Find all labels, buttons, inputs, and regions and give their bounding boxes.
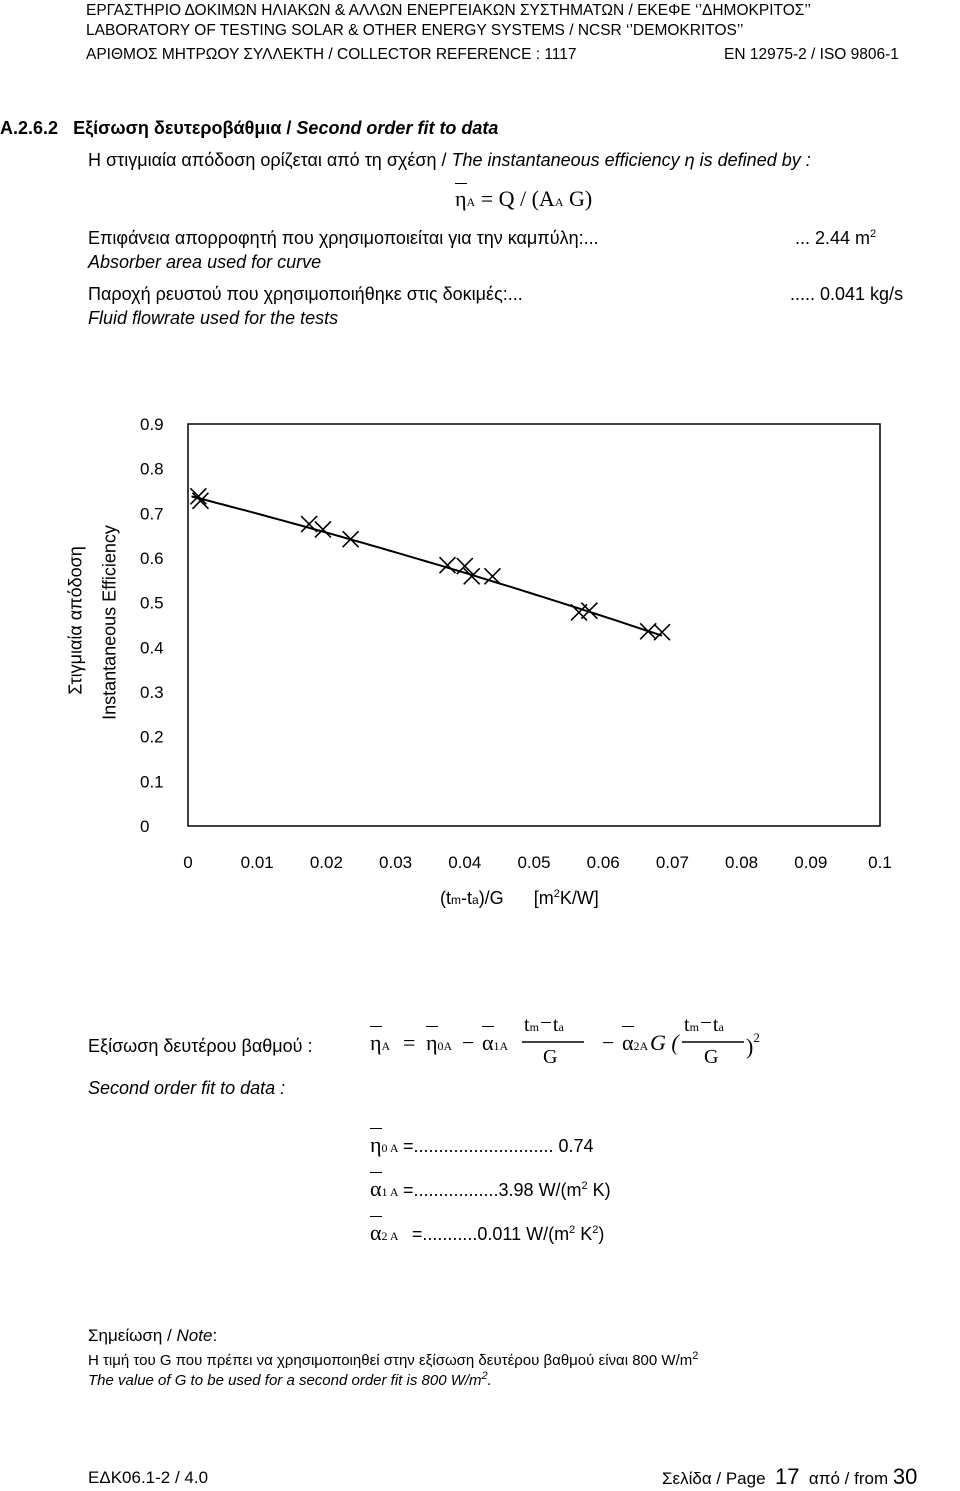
second-order-label-en: Second order fit to data : xyxy=(88,1078,286,1098)
fraction-bars xyxy=(520,1040,760,1046)
section-number: A.2.6.2 xyxy=(0,118,59,138)
coef-a1-value: =.................3.98 $W/(m^2$ K) xyxy=(403,1180,611,1200)
y-tick-label: 0.3 xyxy=(140,683,164,702)
y-tick-label: 0.1 xyxy=(140,772,164,792)
eq-frac1-den: G xyxy=(543,1046,558,1068)
second-order-equation: ηA xyxy=(370,1030,390,1056)
collector-reference: ΑΡΙΘΜΟΣ ΜΗΤΡΩΟΥ ΣΥΛΛΕΚΤΗ / COLLECTOR REFERENCE : 1117 xyxy=(86,46,577,63)
flowrate-value: ..... 0.041 kg/s xyxy=(790,284,904,304)
note-label: Σημείωση / Note: xyxy=(88,1326,218,1345)
note-en: The value of G to be used for a second order fit is 800 $W/m^2$. xyxy=(88,1370,492,1389)
flowrate-en: Fluid flowrate used for the tests xyxy=(88,308,339,328)
document-code: ΕΔΚ06.1-2 / 4.0 xyxy=(88,1468,209,1487)
standard-reference: EN 12975-2 / ISO 9806-1 xyxy=(724,46,899,63)
x-tick-label: 0.01 xyxy=(240,853,274,872)
y-tick-label: 0.2 xyxy=(140,727,164,747)
y-axis-label-gr: Στιγμιαία απόδοση xyxy=(65,546,86,695)
coef-a2: α2 A =...........0.011 $W/(m^2$ $K^2$) xyxy=(370,1220,604,1246)
eq-minus-2: − xyxy=(602,1030,615,1055)
data-point-marker xyxy=(301,516,317,532)
y-tick-label: 0 xyxy=(140,817,150,836)
eq-minus-1: − xyxy=(462,1030,475,1055)
coef-a1: α1 A =.................3.98 $W/(m^2$ K) xyxy=(370,1176,611,1202)
x-tick-label: 0 xyxy=(183,853,193,872)
x-tick-label: 0.07 xyxy=(655,853,689,872)
header-line-1: ΕΡΓΑΣΤΗΡΙΟ ΔΟΚΙΜΩΝ ΗΛΙΑΚΩΝ & ΑΛΛΩΝ ΕΝΕΡΓΕΙΑΚΩΝ ΣΥΣΤΗΜΑΤΩΝ / ΕΚΕΦΕ ‘’ΔΗΜΟΚΡΙΤΟΣ’’ xyxy=(86,2,811,19)
y-axis-label-en: Instantaneous Efficiency xyxy=(99,525,120,720)
section-title-en: Second order fit to data xyxy=(296,118,499,138)
eq-frac2-num: tm ta xyxy=(684,1014,724,1036)
eq-close: )$^2$ xyxy=(746,1030,760,1059)
y-tick-label: 0.8 xyxy=(140,459,164,479)
x-tick-label: 0.08 xyxy=(725,853,759,872)
absorber-area-value: ... 2.44 $m^2$ xyxy=(795,228,877,248)
second-order-label-gr: Εξίσωση δευτέρου βαθμού : xyxy=(88,1036,313,1056)
eq-alpha1: α1A xyxy=(482,1030,508,1056)
x-tick-label: 0.02 xyxy=(309,853,343,872)
plot-frame xyxy=(188,424,880,826)
definition-end: G) xyxy=(563,186,593,211)
x-tick-label: 0.05 xyxy=(517,853,551,872)
area-sub: A xyxy=(554,195,564,209)
absorber-area-gr: Επιφάνεια απορροφητή που χρησιμοποιείται για την καμπύλη:... xyxy=(88,228,599,248)
eq-frac1-num: tm ta xyxy=(524,1014,564,1036)
y-tick-label: 0.9 xyxy=(140,415,164,434)
x-axis-label: (tm-ta)/G $[m^2K/W]$ xyxy=(440,888,599,908)
eq-G-paren: G ( xyxy=(650,1030,679,1055)
y-tick-label: 0.4 xyxy=(140,638,164,658)
data-point-marker xyxy=(654,624,670,640)
x-tick-label: 0.04 xyxy=(448,853,482,872)
eq-frac2-den: G xyxy=(704,1046,719,1068)
eq-equals: = xyxy=(403,1030,416,1055)
x-tick-label: 0.1 xyxy=(868,853,892,872)
definition-rhs: = Q / (A xyxy=(480,186,555,211)
eq-eta: η xyxy=(370,1030,382,1055)
intro-gr: Η στιγμιαία απόδοση ορίζεται από τη σχέση / xyxy=(88,150,452,170)
data-point-marker xyxy=(457,558,473,574)
fit-curve-path xyxy=(192,496,663,635)
header-line-2: LABORATORY OF TESTING SOLAR & OTHER ENERGY SYSTEMS / NCSR ‘’DEMOKRITOS’’ xyxy=(86,22,744,39)
eta-sub: A xyxy=(466,195,476,209)
eq-alpha2: α2A xyxy=(622,1030,648,1056)
y-tick-label: 0.5 xyxy=(140,593,164,613)
page-number: Σελίδα / Page 17 από / from 30 xyxy=(662,1464,918,1489)
note-gr: Η τιμή του G που πρέπει να χρησιμοποιηθεί στην εξίσωση δευτέρου βαθμού είναι 800 $W/m^2$ xyxy=(88,1350,699,1369)
eta-symbol: η xyxy=(455,186,467,212)
eq-eta0: η0A xyxy=(426,1030,452,1056)
x-tick-label: 0.09 xyxy=(794,853,828,872)
x-tick-label: 0.03 xyxy=(379,853,413,872)
data-point-marker xyxy=(343,531,359,547)
coef-eta0: η0 A =............................ 0.74 xyxy=(370,1132,594,1158)
y-tick-label: 0.6 xyxy=(140,549,164,568)
section-title-gr: Εξίσωση δευτεροβάθμια / xyxy=(73,118,297,138)
absorber-area-en: Absorber area used for curve xyxy=(88,252,322,272)
coef-eta0-value: =............................ 0.74 xyxy=(402,1136,594,1156)
coef-a2-value: =...........0.011 $W/(m^2$ $K^2$) xyxy=(411,1224,605,1244)
x-tick-label: 0.06 xyxy=(586,853,620,872)
data-point-marker xyxy=(640,623,656,639)
flowrate-gr: Παροχή ρευστού που χρησιμοποιήθηκε στις δοκιμές:... xyxy=(88,284,523,304)
y-tick-label: 0.7 xyxy=(140,504,164,524)
intro-en: The instantaneous efficiency η is defined by : xyxy=(451,150,811,170)
